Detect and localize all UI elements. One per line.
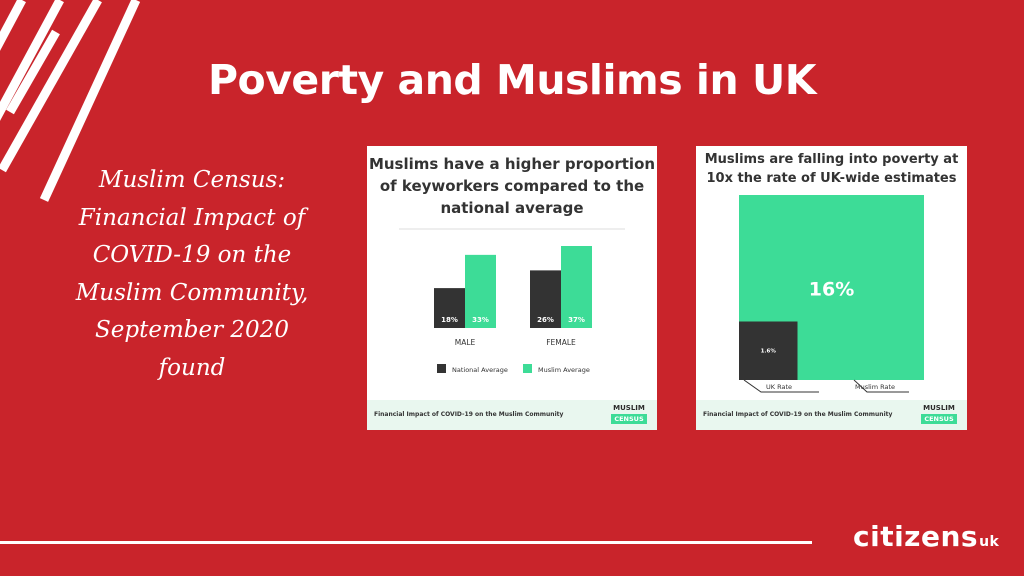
legend-swatch xyxy=(523,364,532,373)
intro-line: found xyxy=(158,354,226,381)
category-label: Muslim Rate xyxy=(855,383,896,391)
logo-top-text: MUSLIM xyxy=(613,404,645,412)
intro-line: Financial Impact of xyxy=(78,204,306,231)
citizens-uk-logo xyxy=(853,520,999,553)
data-label: 18% xyxy=(441,316,458,324)
category-label: UK Rate xyxy=(766,383,792,391)
intro-text xyxy=(62,162,322,387)
keyworkers-card xyxy=(367,146,657,430)
logo-top-text: MUSLIM xyxy=(923,404,955,412)
logo-bottom-text: CENSUS xyxy=(921,414,956,424)
legend-swatch xyxy=(437,364,446,373)
intro-line: Muslim Census: xyxy=(98,167,286,193)
card-footer xyxy=(367,400,657,430)
data-label: 33% xyxy=(472,316,489,324)
category-label: MALE xyxy=(454,338,476,347)
intro-line: Muslim Community, xyxy=(75,279,309,306)
keyworkers-chart xyxy=(367,146,657,430)
intro-line: September 2020 xyxy=(95,317,289,343)
legend-label: Muslim Average xyxy=(538,366,590,374)
footer-text: Financial Impact of COVID-19 on the Muslim Community xyxy=(703,411,893,418)
muslim-census-logo xyxy=(919,404,959,424)
card-title-line: Muslims have a higher proportion xyxy=(368,155,656,173)
intro-line: COVID-19 on the xyxy=(92,242,292,268)
data-label: 26% xyxy=(537,316,554,324)
data-label: 1.6% xyxy=(760,348,776,355)
card-title-line: 10x the rate of UK-wide estimates xyxy=(706,170,957,186)
legend-label: National Average xyxy=(452,366,508,374)
category-label: FEMALE xyxy=(546,338,576,347)
poverty-chart xyxy=(696,146,967,430)
card-title-line: national average xyxy=(440,199,584,217)
card-footer xyxy=(696,400,967,430)
brand-name: citizens xyxy=(853,520,979,553)
bottom-divider xyxy=(0,541,812,544)
brand-suffix: uk xyxy=(979,534,1000,550)
logo-bottom-text: CENSUS xyxy=(611,414,646,424)
data-label: 16% xyxy=(808,278,855,301)
slide-title: Poverty and Muslims in UK xyxy=(207,56,817,104)
poverty-card xyxy=(696,146,967,430)
card-title-line: of keyworkers compared to the xyxy=(379,177,645,195)
card-title-line: Muslims are falling into poverty at xyxy=(704,152,959,167)
footer-text: Financial Impact of COVID-19 on the Muslim Community xyxy=(374,411,564,418)
muslim-census-logo xyxy=(609,404,649,424)
data-label: 37% xyxy=(568,316,585,324)
